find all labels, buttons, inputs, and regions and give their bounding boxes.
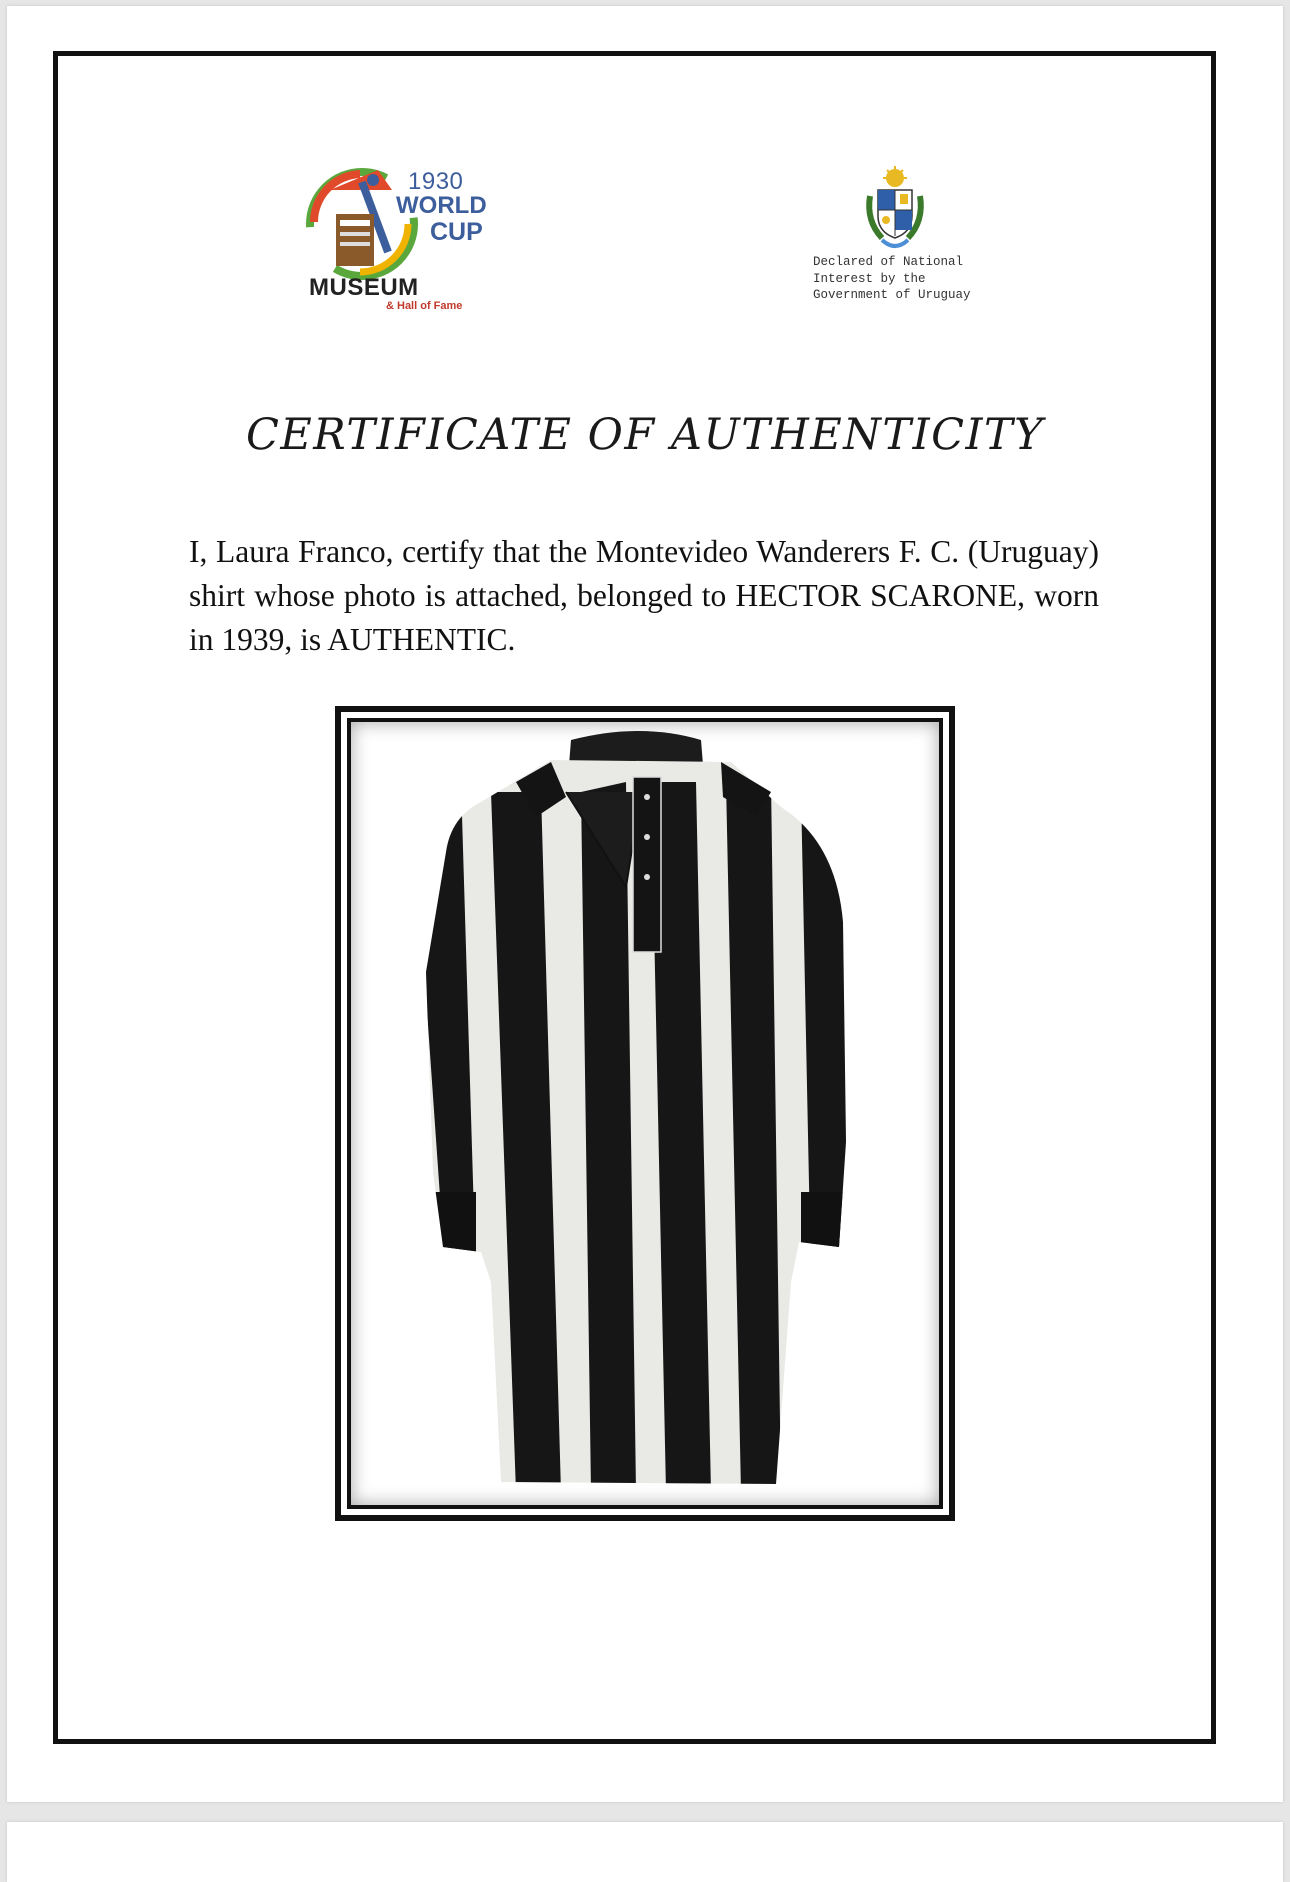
certificate-statement: I, Laura Franco, certify that the Montevideo Wanderers F. C. (Uruguay) shirt whose photo is attached, belonged to HECTOR SCARONE, worn in 1939, is AUTHENTIC.	[189, 534, 1099, 657]
gov-line-2: Interest by the	[813, 271, 926, 286]
shirt-photo-frame	[335, 706, 955, 1521]
next-page	[7, 1822, 1283, 1882]
certificate-title: CERTIFICATE OF AUTHENTICITY	[245, 410, 1045, 460]
logo-museum: MUSEUM	[309, 274, 419, 301]
shirt-photo	[347, 718, 943, 1509]
logo-year: 1930	[408, 168, 464, 195]
logo-world: WORLD	[396, 192, 487, 219]
uruguay-coat-of-arms-icon	[860, 166, 930, 252]
museum-logo	[300, 158, 490, 318]
government-declaration	[813, 254, 971, 304]
gov-line-1: Declared of National	[813, 255, 964, 269]
striped-shirt-photo-icon	[351, 722, 939, 1505]
gov-line-3: Government of Uruguay	[813, 288, 971, 302]
logo-hall-of-fame: & Hall of Fame	[386, 300, 463, 312]
logo-cup: CUP	[430, 218, 483, 246]
